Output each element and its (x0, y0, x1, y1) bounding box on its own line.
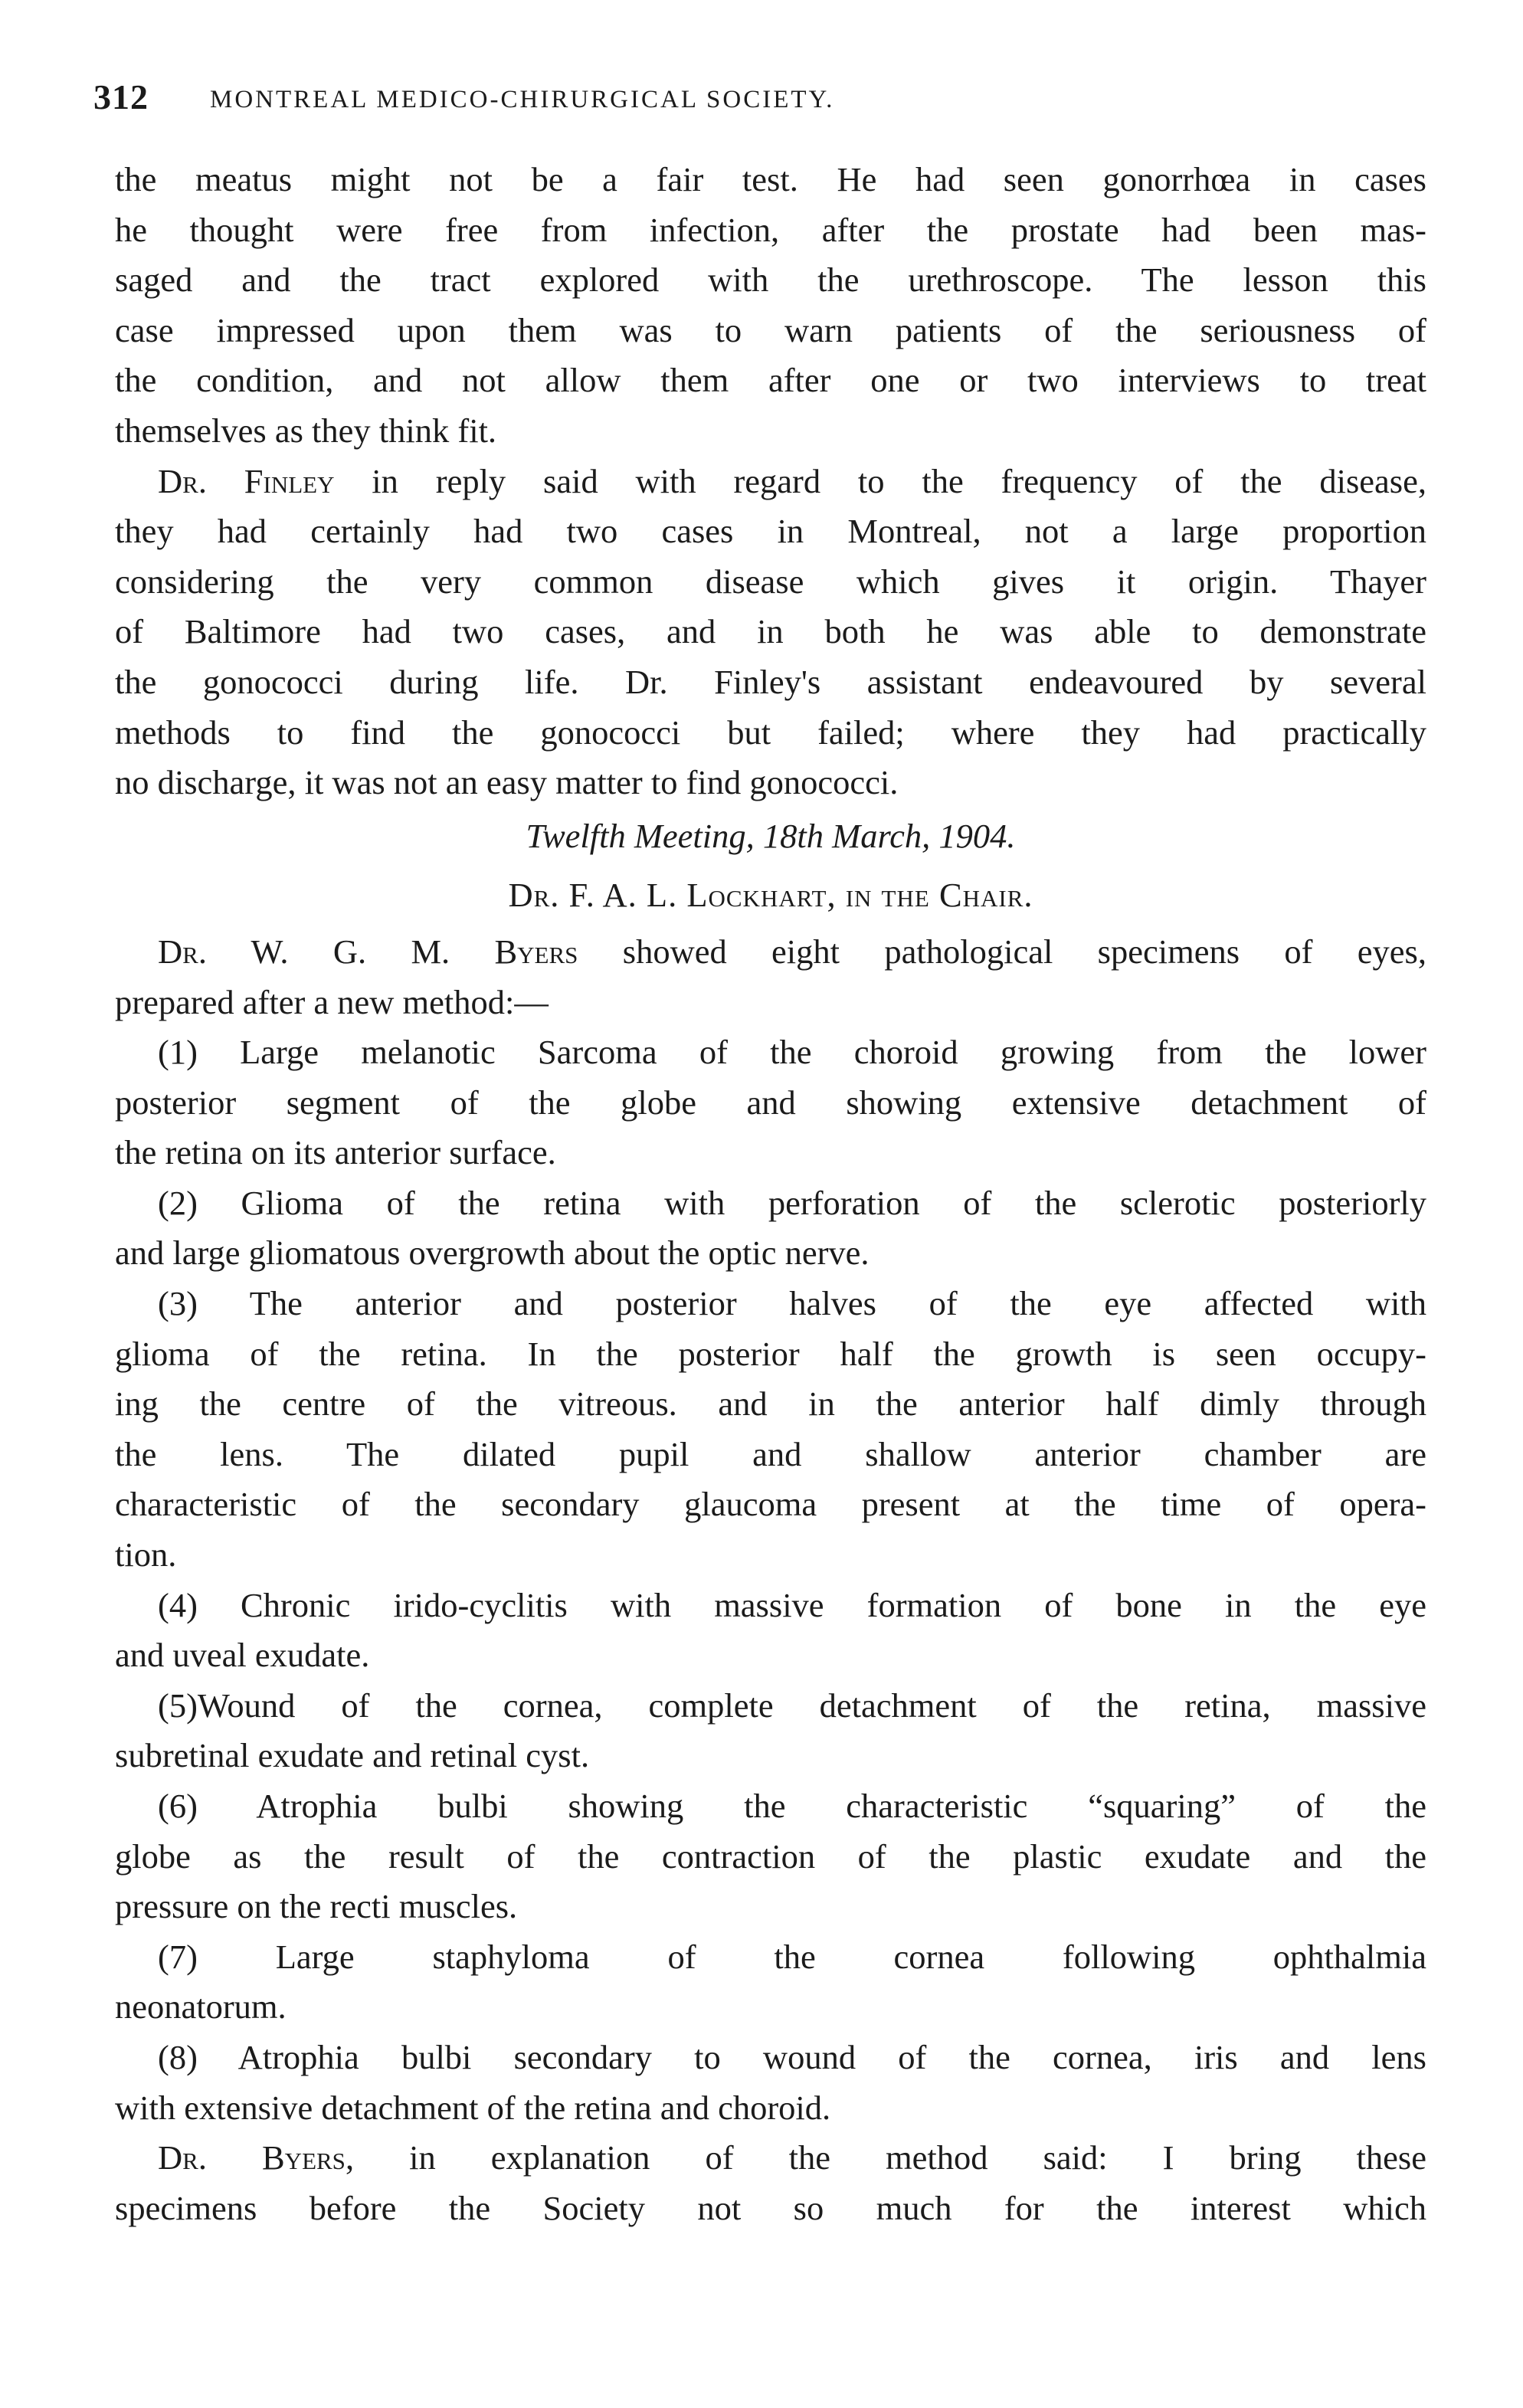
text-line (115, 927, 1426, 978)
text-line: tion. (115, 1535, 177, 1574)
text-line: posterior segment of the globe and showing extensive detachment of (115, 1083, 1426, 1122)
text-line: (2) Glioma of the retina with perforation of the sclerotic posteriorly (158, 1183, 1426, 1222)
text-line: and uveal exudate. (115, 1636, 370, 1675)
text-line: the meatus might not be a fair test. He had seen gonorrhœa in cases (115, 160, 1426, 198)
specimen-item (115, 1681, 1426, 1781)
running-head: MONTREAL MEDICO-CHIRURGICAL SOCIETY. (210, 86, 835, 113)
text-line: neonatorum. (115, 1987, 287, 2026)
text-line: the gonococci during life. Dr. Finley's assistant endeavoured by several (115, 662, 1426, 701)
specimen-item (115, 1178, 1426, 1279)
text-line: they had certainly had two cases in Montreal, not a large proportion (115, 512, 1426, 551)
text-line: considering the very common disease which gives it origin. Thayer (115, 562, 1426, 601)
text-line: prepared after a new method:— (115, 982, 549, 1021)
page-header (93, 77, 1419, 123)
body-text (115, 155, 1426, 2233)
paragraph-byers-intro (115, 927, 1426, 1027)
text-line: (5)Wound of the cornea, complete detachment of the retina, massive (158, 1686, 1426, 1725)
text-line: methods to find the gonococci but failed; where they had practically (115, 713, 1426, 752)
text-line: the retina on its anterior surface. (115, 1133, 556, 1172)
specimen-item (115, 1027, 1426, 1178)
text-line: specimens before the Society not so much for the interest which (115, 2188, 1426, 2227)
text-line: case impressed upon them was to warn patients of the seriousness of (115, 310, 1426, 349)
specimen-item (115, 1279, 1426, 1581)
meeting-title: Twelfth Meeting, 18th March, 1904. (526, 816, 1016, 855)
text-line: with extensive detachment of the retina and choroid. (115, 2088, 831, 2127)
text-line: the lens. The dilated pupil and shallow anterior chamber are (115, 1434, 1426, 1473)
text-line: the condition, and not allow them after one or two interviews to treat (115, 361, 1426, 400)
text-segment: showed eight pathological specimens of eyes, (578, 932, 1426, 971)
text-line: saged and the tract explored with the urethroscope. The lesson this (115, 260, 1426, 300)
specimen-item (115, 1932, 1426, 2033)
text-segment: , in explanation of the method said: I bring these (345, 2138, 1426, 2177)
specimen-item (115, 2033, 1426, 2133)
text-line: of Baltimore had two cases, and in both he was able to demonstrate (115, 612, 1426, 651)
text-line: no discharge, it was not an easy matter to find gonococci. (115, 763, 899, 802)
meeting-chair: Dr. F. A. L. Lockhart, in the Chair. (508, 876, 1033, 915)
paragraph-continuation (115, 155, 1426, 457)
page-number: 312 (93, 77, 149, 116)
speaker-name: Dr. W. G. M. Byers (158, 932, 578, 971)
text-segment: in reply said with regard to the frequency of the disease, (334, 461, 1426, 500)
text-line: and large gliomatous overgrowth about the optic nerve. (115, 1233, 870, 1273)
text-line: he thought were free from infection, after the prostate had been mas- (115, 210, 1426, 249)
text-line: glioma of the retina. In the posterior half the growth is seen occupy- (115, 1334, 1426, 1373)
speaker-name: Dr. Byers (158, 2138, 346, 2177)
specimen-item (115, 1781, 1426, 1932)
specimen-item (115, 1581, 1426, 1681)
text-line: (3) The anterior and posterior halves of the eye affected with (158, 1284, 1426, 1323)
paragraph-byers-explanation (115, 2133, 1426, 2233)
text-line: (1) Large melanotic Sarcoma of the choroid growing from the lower (158, 1033, 1426, 1072)
text-line: characteristic of the secondary glaucoma present at the time of opera- (115, 1485, 1426, 1524)
text-line: ing the centre of the vitreous. and in the anterior half dimly through (115, 1384, 1426, 1424)
text-line: themselves as they think fit. (115, 411, 497, 450)
text-line: subretinal exudate and retinal cyst. (115, 1736, 590, 1775)
text-line: (7) Large staphyloma of the cornea following ophthalmia (158, 1937, 1426, 1976)
paragraph-finley-reply (115, 457, 1426, 808)
text-line: pressure on the recti muscles. (115, 1887, 518, 1926)
text-line: globe as the result of the contraction of the plastic exudate and the (115, 1836, 1426, 1876)
text-line (115, 2133, 1426, 2184)
text-line: (8) Atrophia bulbi secondary to wound of the cornea, iris and lens (158, 2037, 1426, 2076)
speaker-name: Dr. Finley (158, 461, 335, 500)
text-line: (6) Atrophia bulbi showing the characteristic “squaring” of the (158, 1787, 1426, 1825)
text-line (115, 457, 1426, 507)
text-line: (4) Chronic irido-cyclitis with massive formation of bone in the eye (158, 1585, 1426, 1624)
